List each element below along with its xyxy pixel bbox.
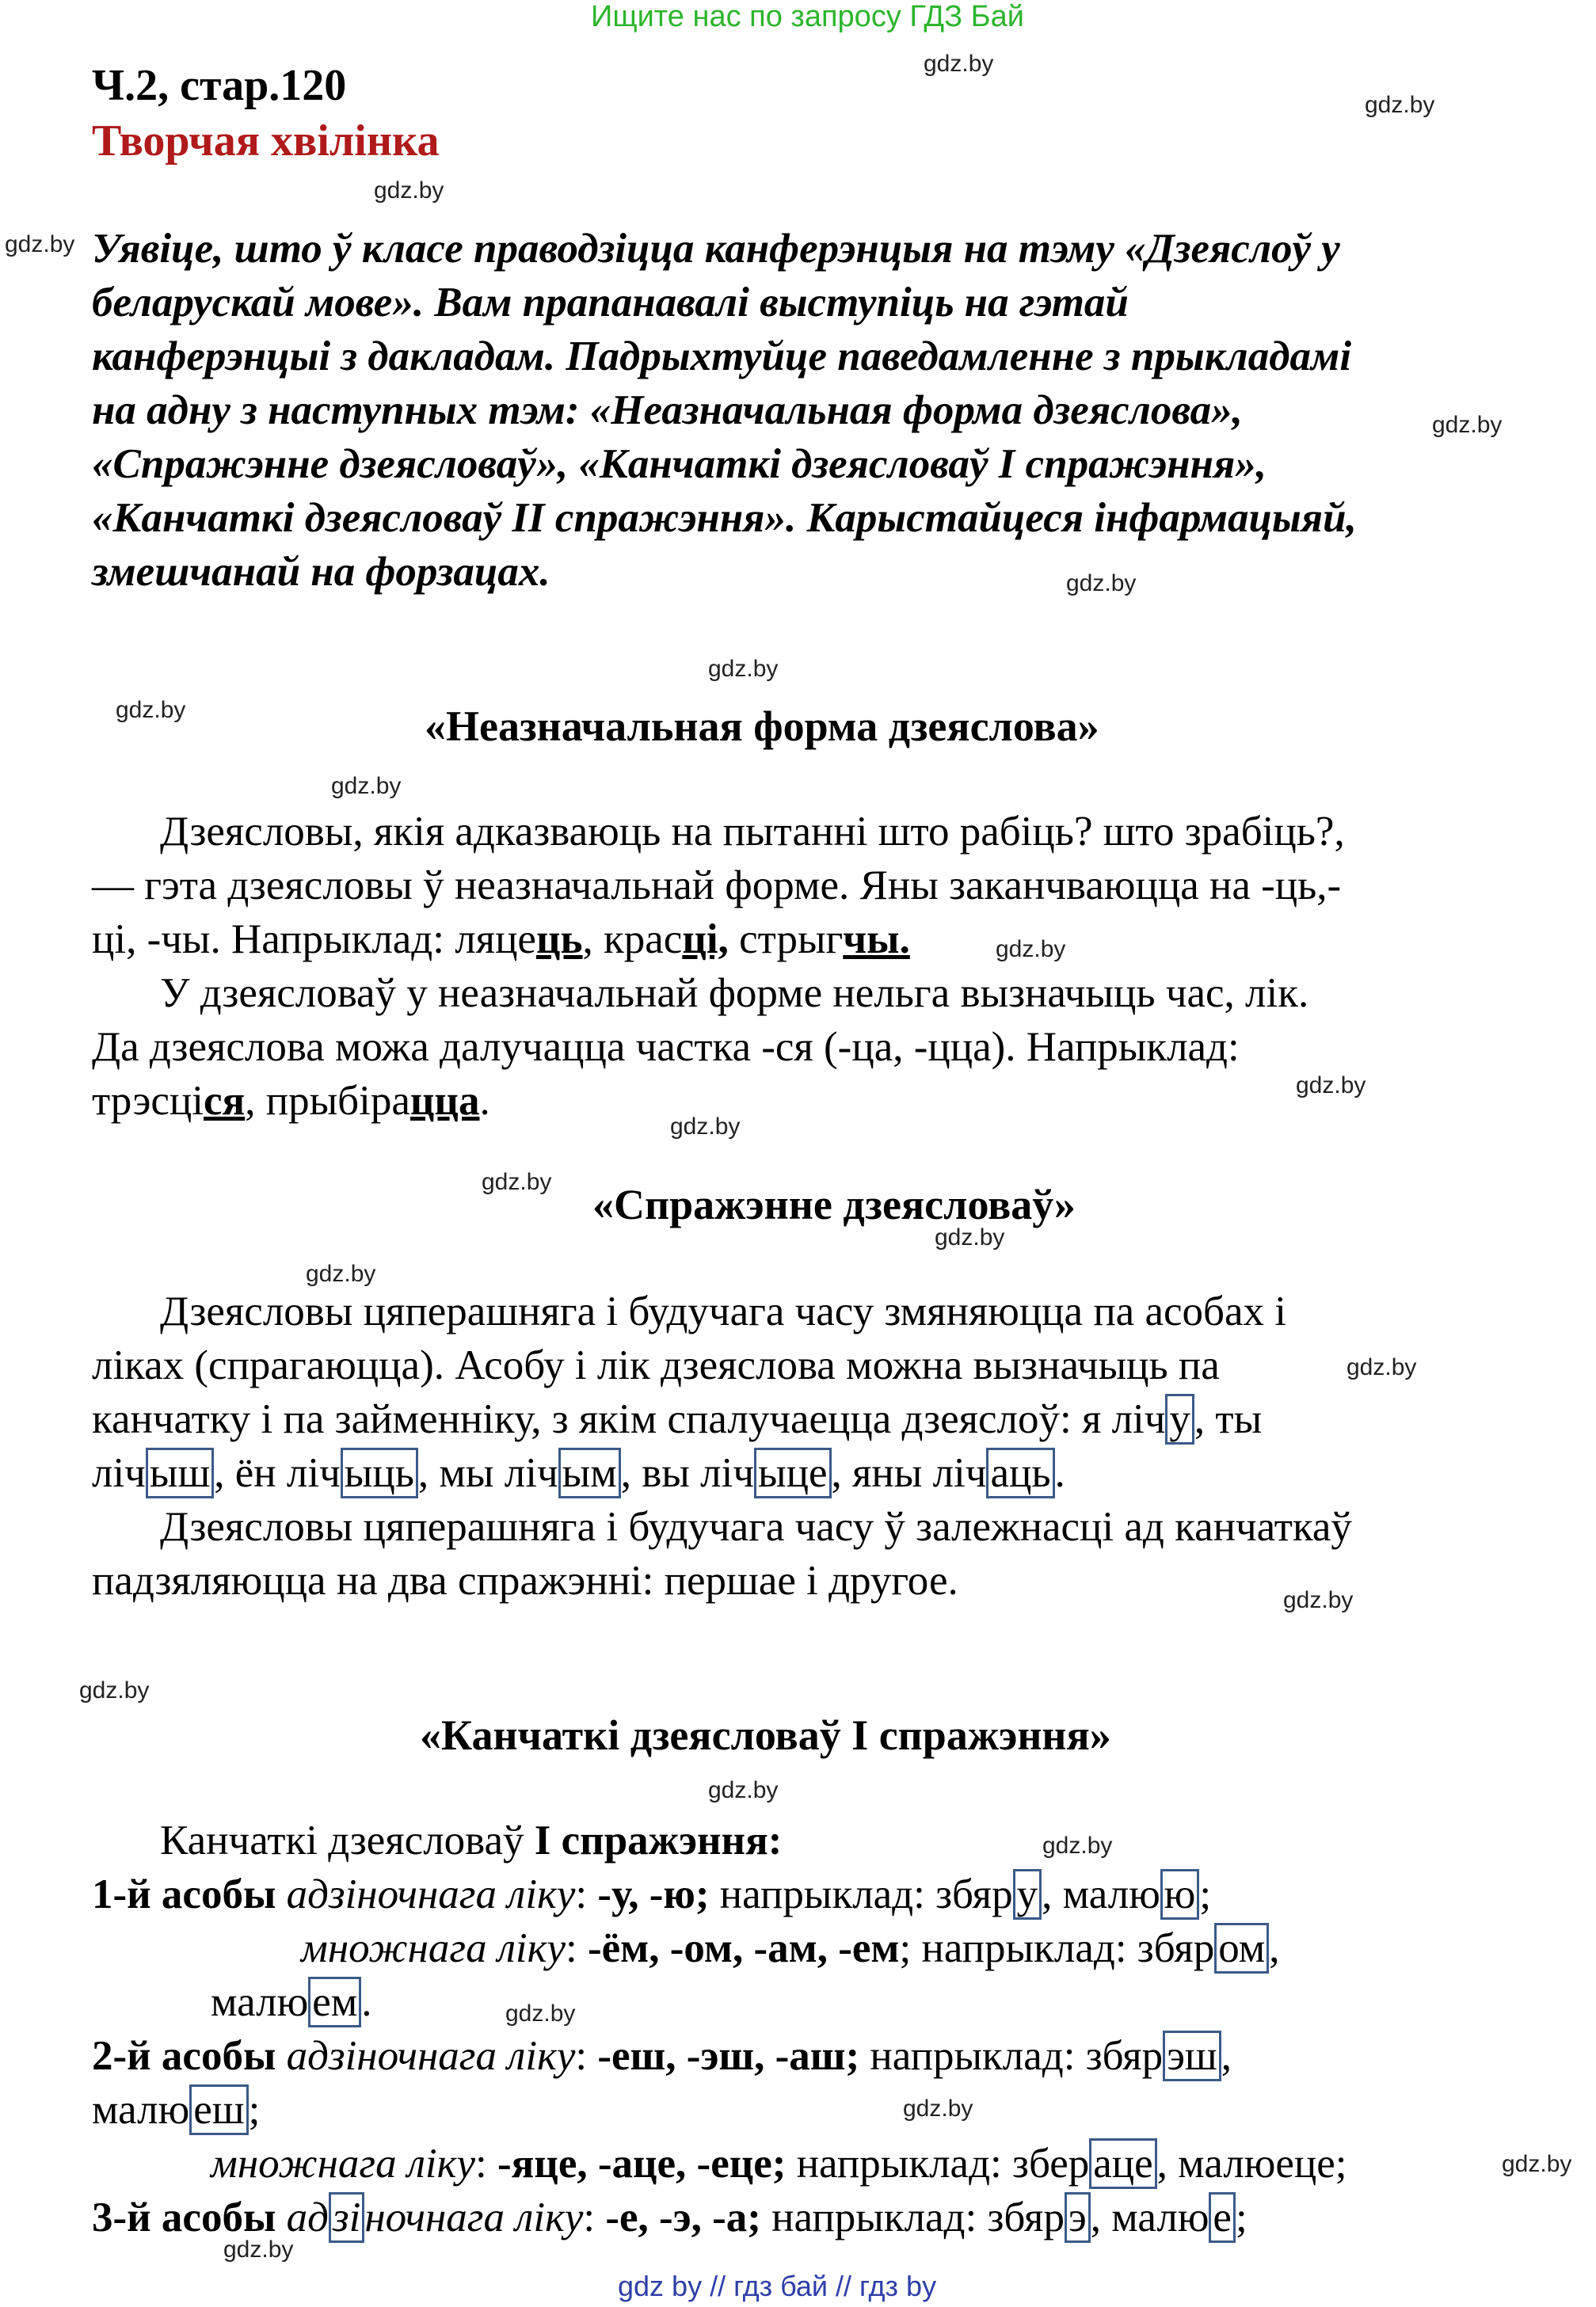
watermark: gdz.by [1042, 1833, 1113, 1859]
watermark: gdz.by [223, 2237, 294, 2263]
task-text [92, 222, 1357, 599]
paragraph-line: ці, -чы. Напрыклад: ляцець, красці, стрыгчы. [92, 916, 910, 962]
task-line: беларускай мове». Вам прапанавалі выступіць на гэтай [92, 280, 1129, 325]
paragraph-line: малюем. [211, 1978, 372, 2026]
watermark: gdz.by [1296, 1072, 1366, 1098]
watermark: gdz.by [374, 177, 444, 204]
task-line: змешчанай на форзацах. [92, 549, 550, 595]
paragraph-line: Да дзеяслова можа далучацца частка -ся (-ца, -цца). Напрыклад: [92, 1024, 1240, 1070]
task-line: Уявіце, што ў класе праводзіцца канферэнцыя на тэму «Дзеяслоў у [92, 226, 1340, 272]
paragraph-line: лічыш, ён лічыць, мы лічым, вы лічыце, яны лічаць. [92, 1449, 1065, 1497]
watermark: gdz.by [1502, 2151, 1572, 2177]
task-line: «Канчаткі дзеясловаў II спражэння». Карыстайцеся інфармацыяй, [92, 495, 1357, 541]
watermark: gdz.by [1432, 412, 1503, 438]
paragraph-line: У дзеясловаў у неазначальнай форме нельга вызначыць час, лік. [160, 970, 1309, 1016]
paragraph-line: 3-й асобы адзіночнага ліку: -е, -э, -а; напрыклад: збярэ, малюе; [92, 2194, 1247, 2241]
watermark: gdz.by [1347, 1354, 1417, 1380]
paragraph-line: множнага ліку: -яце, -аце, -еце; напрыклад: збераце, малюеце; [211, 2140, 1347, 2187]
watermark: gdz.by [505, 2001, 576, 2027]
paragraph-line: Дзеясловы цяперашняга і будучага часу ў залежнасці ад канчаткаў [160, 1504, 1352, 1550]
watermark: gdz.by [1365, 92, 1435, 118]
paragraph-line: ліках (спрагаюцца). Асобу і лік дзеяслова можна вызначыць па [92, 1342, 1220, 1388]
paragraph-line: Дзеясловы, якія адказваюць на пытанні што рабіць? што зрабіць?, [160, 809, 1345, 855]
task-line: «Спражэнне дзеясловаў», «Канчаткі дзеясловаў I спражэння», [92, 441, 1267, 487]
watermark: gdz.by [935, 1224, 1005, 1251]
watermark: gdz.by [306, 1261, 376, 1287]
bottom-banner: gdz by // гдз бай // гдз by [618, 2270, 937, 2302]
watermark: gdz.by [1066, 570, 1137, 596]
paragraph-line: падзяляюцца на два спражэнні: першае і другое. [92, 1558, 958, 1604]
paragraph-line: — гэта дзеясловы ў неазначальнай форме. Яны заканчваюцца на -ць,- [92, 862, 1342, 908]
watermark: gdz.by [1283, 1587, 1354, 1613]
task-line: на адну з наступных тэм: «Неазначальная форма дзеяслова», [92, 387, 1243, 433]
watermark: gdz.by [708, 1777, 779, 1803]
rubric-title: Творчая хвілінка [92, 116, 440, 166]
paragraph-line: 2-й асобы адзіночнага ліку: -еш, -эш, -аш; напрыклад: збярэш, [92, 2032, 1232, 2080]
section-title-conjugation: «Спражэнне дзеясловаў» [592, 1181, 1076, 1228]
paragraph-line: канчатку і па займенніку, з якім спалучаецца дзеяслоў: я лічу, ты [92, 1395, 1262, 1443]
paragraph-line: 1-й асобы адзіночнага ліку: -у, -ю; напрыклад: збяру, малюю; [92, 1871, 1211, 1918]
watermark: gdz.by [116, 697, 186, 723]
paragraph-line: Канчаткі дзеясловаў I спражэння: [160, 1818, 783, 1863]
paragraph-line: трэсціся, прыбірацца. [92, 1078, 490, 1124]
task-line: канферэнцыі з дакладам. Падрыхтуйце паведамленне з прыкладамі [92, 333, 1352, 379]
section-title-infinitive: «Неазначальная форма дзеяслова» [425, 702, 1099, 750]
watermark: gdz.by [996, 936, 1066, 962]
watermark: gdz.by [79, 1677, 150, 1704]
watermark: gdz.by [482, 1169, 552, 1195]
paragraph-line: малюеш; [92, 2086, 260, 2134]
top-banner: Ищите нас по запросу ГДЗ Бай [591, 0, 1024, 33]
paragraph-line: Дзеясловы цяперашняга і будучага часу змяняюцца па асобах і [160, 1289, 1286, 1334]
paragraph-line: множнага ліку: -ём, -ом, -ам, -ем; напрыклад: збяром, [301, 1924, 1280, 1972]
watermark: gdz.by [670, 1114, 741, 1140]
watermark: gdz.by [924, 51, 994, 77]
section-title-endings-first: «Канчаткі дзеясловаў I спражэння» [420, 1711, 1111, 1759]
watermark: gdz.by [903, 2096, 973, 2122]
watermark: gdz.by [708, 656, 779, 682]
watermark: gdz.by [331, 773, 402, 799]
page-reference: Ч.2, стар.120 [92, 61, 347, 110]
watermark: gdz.by [5, 231, 75, 257]
